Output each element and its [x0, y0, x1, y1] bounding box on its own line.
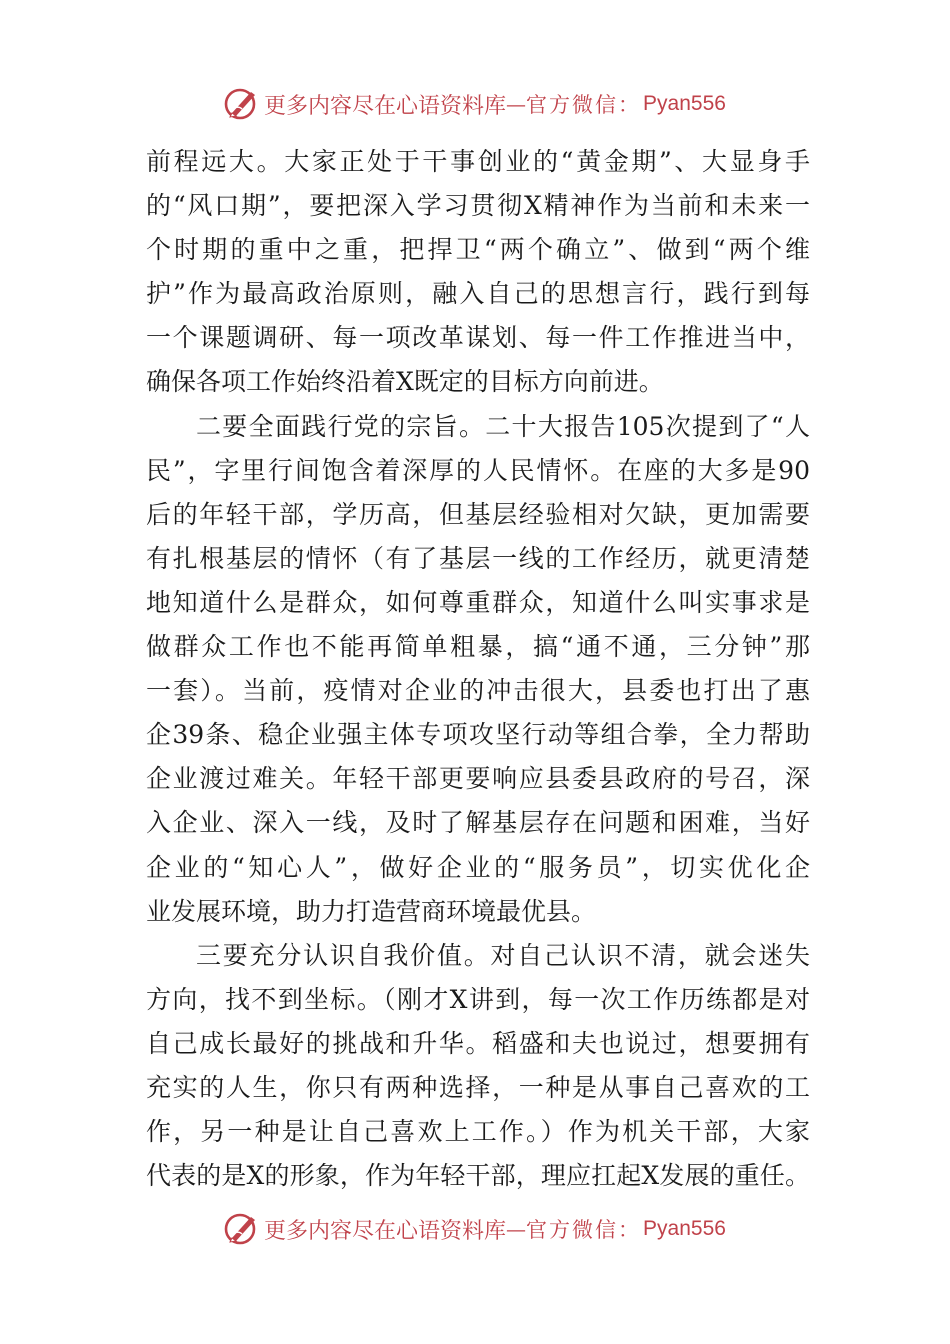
paragraph-3 — [146, 934, 810, 1199]
banner-wechat-id: Pyan556 — [643, 92, 726, 115]
text-line: 一套）。当前，疫情对企业的冲击很大，县委也打出了惠 — [146, 676, 810, 706]
text-line: 前程远大。大家正处于干事创业的“黄金期”、大显身手 — [146, 147, 810, 176]
text-line: 代表的是X的形象，作为年轻干部，理应扛起X发展的重任。 — [146, 1161, 810, 1191]
text-line: 个时期的重中之重，把捍卫“两个确立”、做到“两个维 — [146, 235, 810, 265]
pen-logo-icon — [224, 1211, 260, 1247]
text-line: 方向，找不到坐标。（刚才X讲到，每一次工作历练都是对 — [146, 984, 810, 1014]
text-line: 企业渡过难关。年轻干部更要响应县委县政府的号召，深 — [146, 764, 810, 794]
document-body — [146, 140, 810, 1198]
banner-official-label: 官方微信： — [526, 1218, 642, 1242]
text-line: 入企业、深入一线，及时了解基层存在问题和困难，当好 — [146, 808, 810, 838]
text-line: 充实的人生，你只有两种选择，一种是从事自己喜欢的工 — [146, 1072, 810, 1102]
banner-brand: 更多内容尽在心语资料库 — [264, 1218, 507, 1244]
text-line: 护”作为最高政治原则，融入自己的思想言行，践行到每 — [146, 279, 810, 309]
banner-brand: 更多内容尽在心语资料库 — [264, 93, 507, 119]
header-banner — [0, 82, 950, 126]
banner-separator: — — [506, 92, 527, 116]
footer-banner — [0, 1207, 950, 1251]
text-line: 一个课题调研、每一项改革谋划、每一件工作推进当中， — [146, 323, 810, 353]
text-line: 做群众工作也不能再简单粗暴，搞“通不通，三分钟”那 — [146, 632, 810, 662]
text-line: 作，另一种是让自己喜欢上工作。）作为机关干部，大家 — [146, 1117, 810, 1147]
text-line: 企39条、稳企业强主体专项攻坚行动等组合拳，全力帮助 — [146, 720, 810, 750]
pen-logo-icon — [224, 86, 260, 122]
text-line: 企业的“知心人”，做好企业的“服务员”，切实优化企 — [146, 852, 810, 882]
text-line: 民”，字里行间饱含着深厚的人民情怀。在座的大多是90 — [146, 455, 810, 485]
text-line: 业发展环境，助力打造营商环境最优县。 — [146, 896, 597, 926]
banner-separator: — — [506, 1217, 527, 1241]
banner-official-label: 官方微信： — [526, 93, 642, 117]
paragraph-1 — [146, 140, 810, 405]
text-line: 的“风口期”，要把深入学习贯彻X精神作为当前和未来一 — [146, 191, 810, 221]
text-line: 后的年轻干部，学历高，但基层经验相对欠缺，更加需要 — [146, 499, 810, 529]
text-line: 三要充分认识自我价值。对自己认识不清，就会迷失 — [196, 940, 810, 970]
text-line: 有扎根基层的情怀（有了基层一线的工作经历，就更清楚 — [146, 543, 810, 573]
text-line: 二要全面践行党的宗旨。二十大报告105次提到了“人 — [196, 411, 810, 441]
paragraph-2 — [146, 405, 810, 934]
text-line: 自己成长最好的挑战和升华。稻盛和夫也说过，想要拥有 — [146, 1028, 810, 1058]
text-line: 地知道什么是群众，如何尊重群众，知道什么叫实事求是 — [146, 587, 810, 617]
banner-wechat-id: Pyan556 — [643, 1217, 726, 1240]
text-line: 确保各项工作始终沿着X既定的目标方向前进。 — [146, 367, 664, 397]
